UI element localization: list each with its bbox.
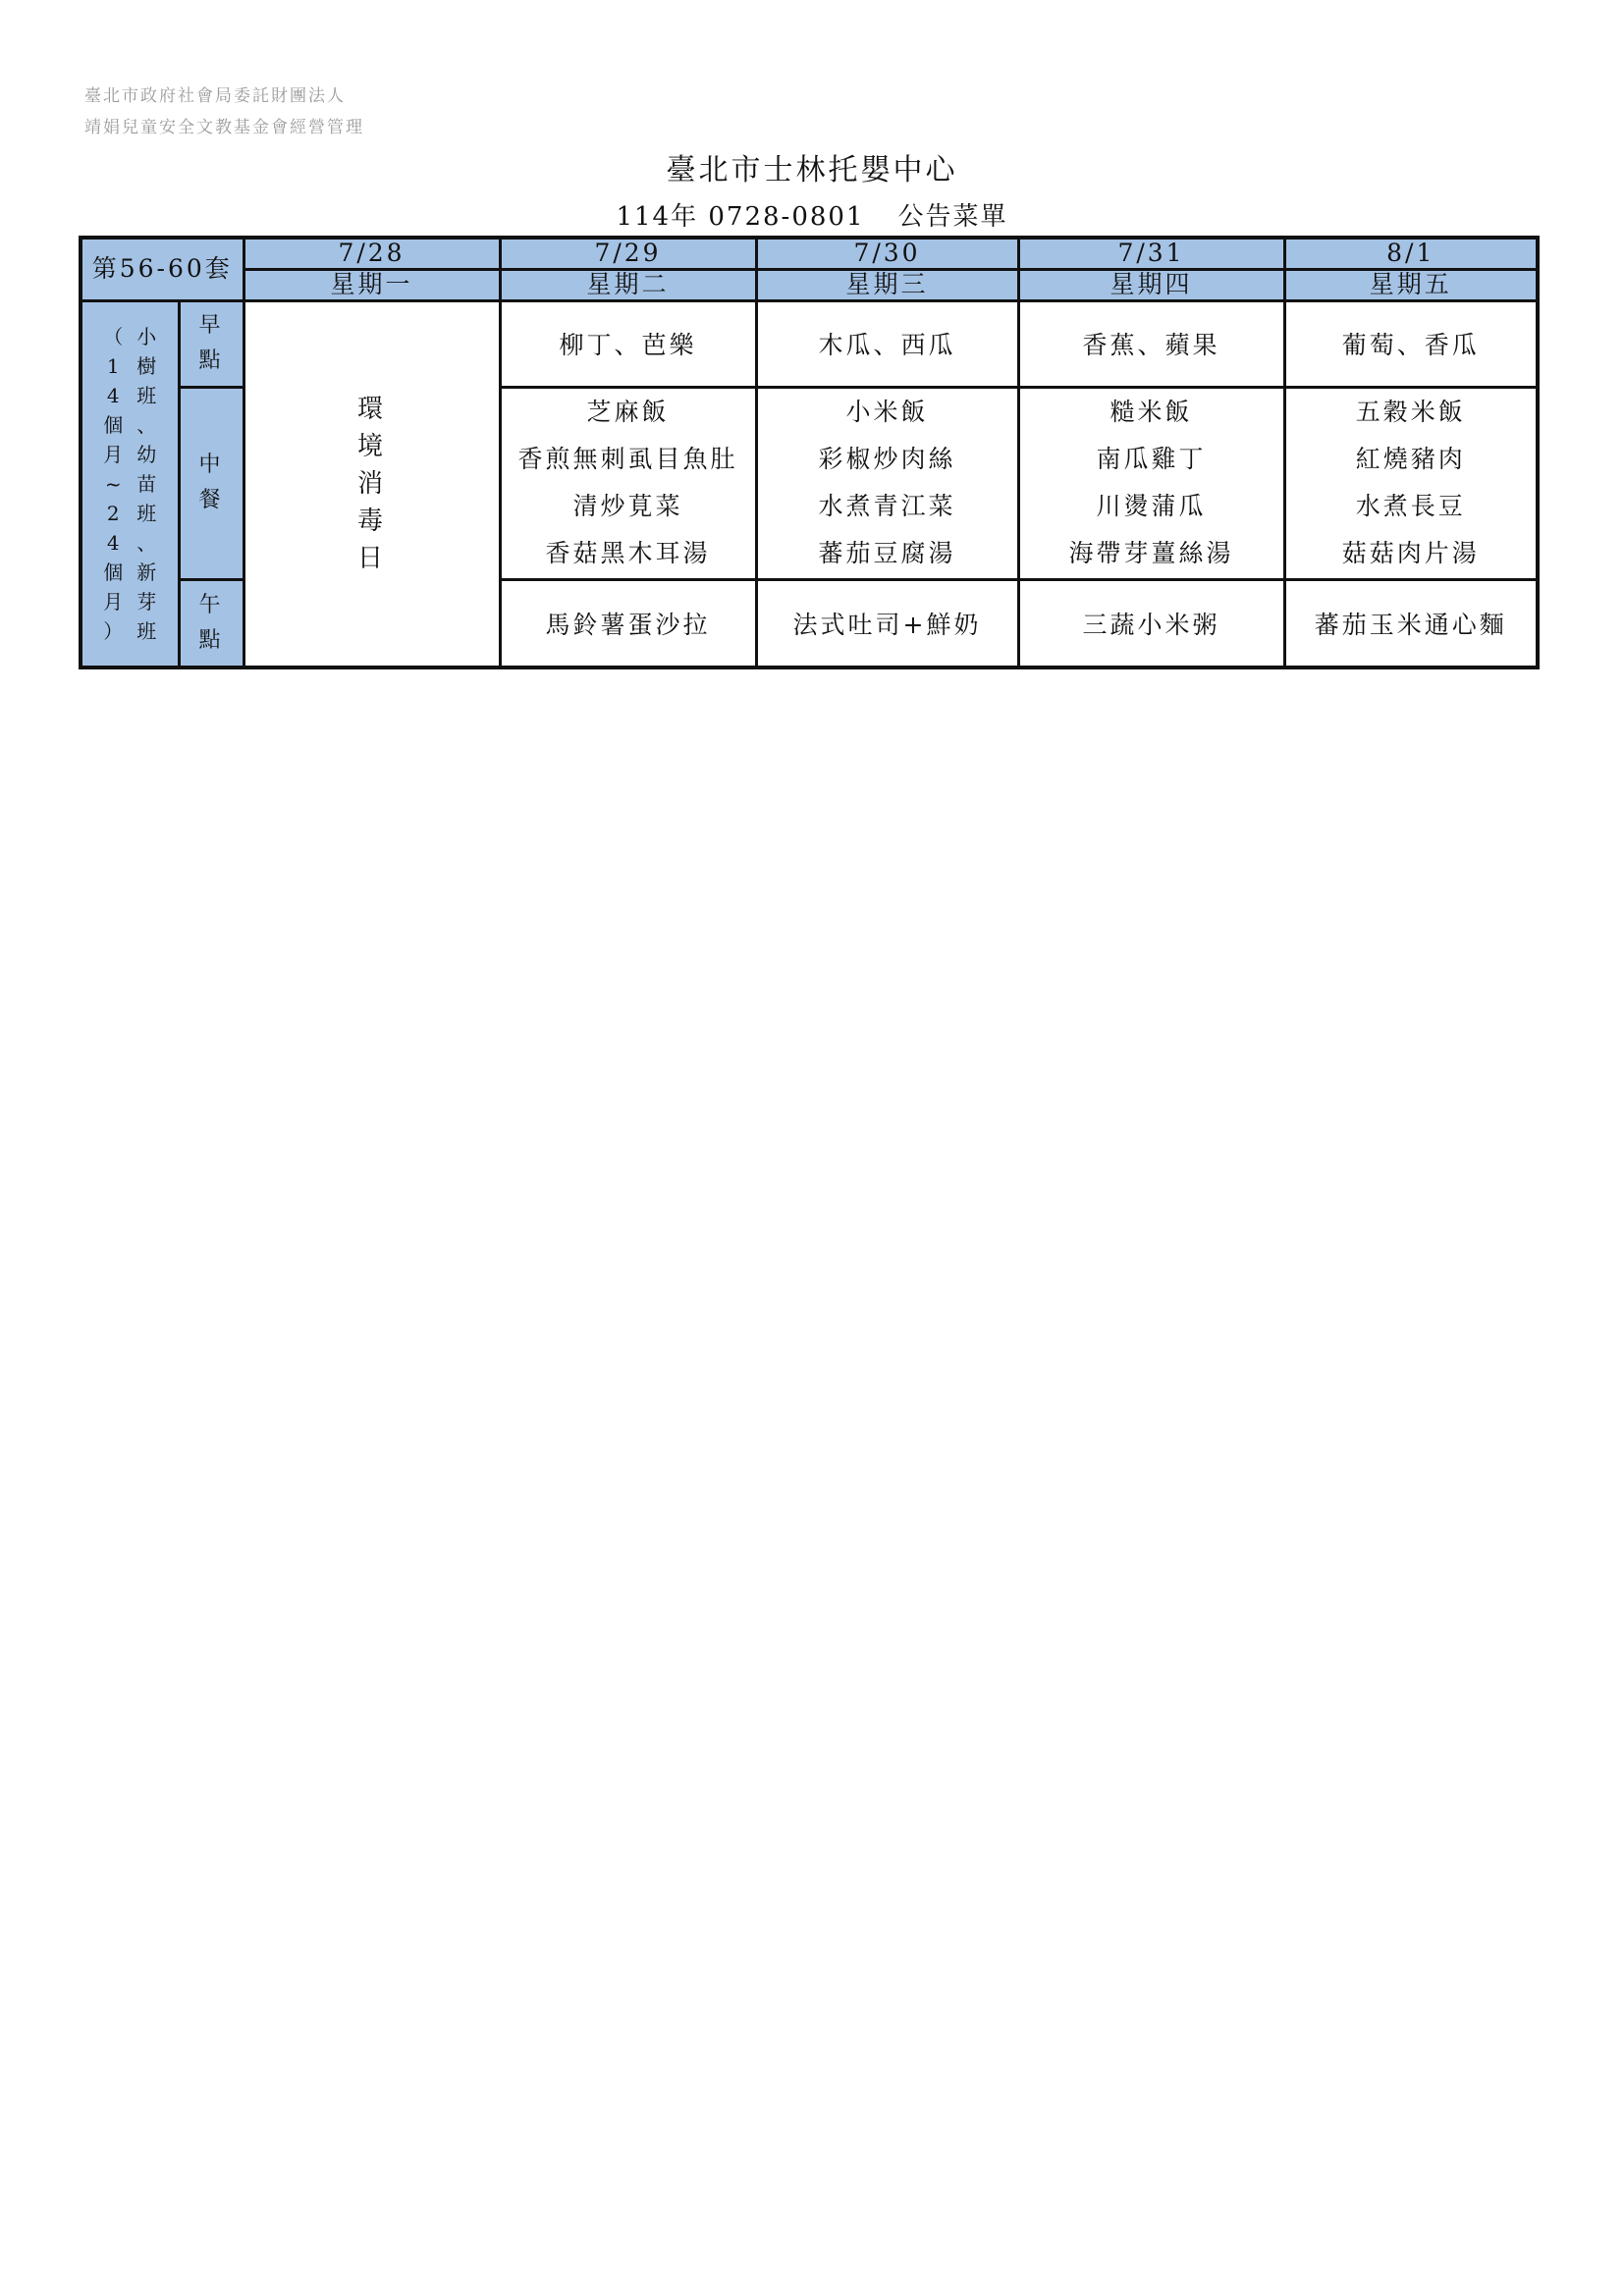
lunch-item: 海帶芽薑絲湯 — [1068, 539, 1234, 567]
snack-cell: 法式吐司+鮮奶 — [756, 579, 1018, 667]
lunch-item: 水煮長豆 — [1355, 492, 1466, 520]
weekday-header: 星期三 — [756, 269, 1018, 300]
page-title: 臺北市士林托嬰中心 — [666, 153, 958, 187]
lunch-item: 紅燒豬肉 — [1355, 445, 1466, 473]
breakfast-cell: 香蕉、蘋果 — [1018, 300, 1284, 387]
weekday-header: 星期二 — [500, 269, 756, 300]
lunch-item: 糙米飯 — [1110, 398, 1193, 426]
lunch-item: 香煎無刺虱目魚肚 — [517, 445, 738, 473]
lunch-cell — [1284, 387, 1538, 579]
breakfast-cell: 柳丁、芭樂 — [500, 300, 756, 387]
lunch-item: 清炒莧菜 — [572, 492, 683, 520]
set-label: 第56-60套 — [81, 238, 244, 300]
lunch-cell — [500, 387, 756, 579]
date-header: 7/30 — [756, 238, 1018, 269]
weekday-header: 星期一 — [244, 269, 500, 300]
lunch-item: 南瓜雞丁 — [1096, 445, 1207, 473]
weekday-header: 星期五 — [1284, 269, 1538, 300]
lunch-item: 芝麻飯 — [586, 398, 670, 426]
date-header: 7/28 — [244, 238, 500, 269]
breakfast-cell: 木瓜、西瓜 — [756, 300, 1018, 387]
lunch-item: 彩椒炒肉絲 — [818, 445, 956, 473]
date-header: 7/31 — [1018, 238, 1284, 269]
date-header: 8/1 — [1284, 238, 1538, 269]
snack-cell: 蕃茄玉米通心麵 — [1284, 579, 1538, 667]
subtitle-year: 114年 — [616, 202, 699, 232]
class-label-age: （ 1 4 個 月 ~ 2 4 個 月 ） — [103, 324, 124, 643]
meal-label-snack: 午 點 — [179, 579, 244, 667]
lunch-cell — [756, 387, 1018, 579]
org-line-2: 靖娟兒童安全文教基金會經營管理 — [84, 118, 364, 137]
menu-table — [79, 236, 1540, 669]
snack-cell: 馬鈴薯蛋沙拉 — [500, 579, 756, 667]
class-label — [81, 300, 179, 667]
lunch-item: 川燙蒲瓜 — [1096, 492, 1207, 520]
lunch-item: 菇菇肉片湯 — [1341, 539, 1480, 567]
snack-cell: 三蔬小米粥 — [1018, 579, 1284, 667]
weekday-header: 星期四 — [1018, 269, 1284, 300]
org-line-1: 臺北市政府社會局委託財團法人 — [84, 86, 346, 106]
lunch-item: 小米飯 — [845, 398, 929, 426]
subtitle-range: 0728-0801 — [708, 202, 865, 232]
lunch-item: 水煮青江菜 — [818, 492, 956, 520]
page-subtitle — [0, 196, 1624, 233]
monday-special: 環 境 消 毒 日 — [244, 300, 500, 667]
breakfast-cell: 葡萄、香瓜 — [1284, 300, 1538, 387]
lunch-cell — [1018, 387, 1284, 579]
date-header: 7/29 — [500, 238, 756, 269]
lunch-item: 蕃茄豆腐湯 — [818, 539, 956, 567]
subtitle-label: 公告菜單 — [897, 202, 1008, 232]
lunch-item: 五穀米飯 — [1355, 398, 1466, 426]
class-label-names: 小 樹 班 、 幼 苗 班 、 新 芽 班 — [136, 324, 157, 643]
meal-label-lunch: 中 餐 — [179, 387, 244, 579]
meal-label-breakfast: 早 點 — [179, 300, 244, 387]
organization-info — [84, 80, 364, 143]
lunch-item: 香菇黑木耳湯 — [545, 539, 711, 567]
